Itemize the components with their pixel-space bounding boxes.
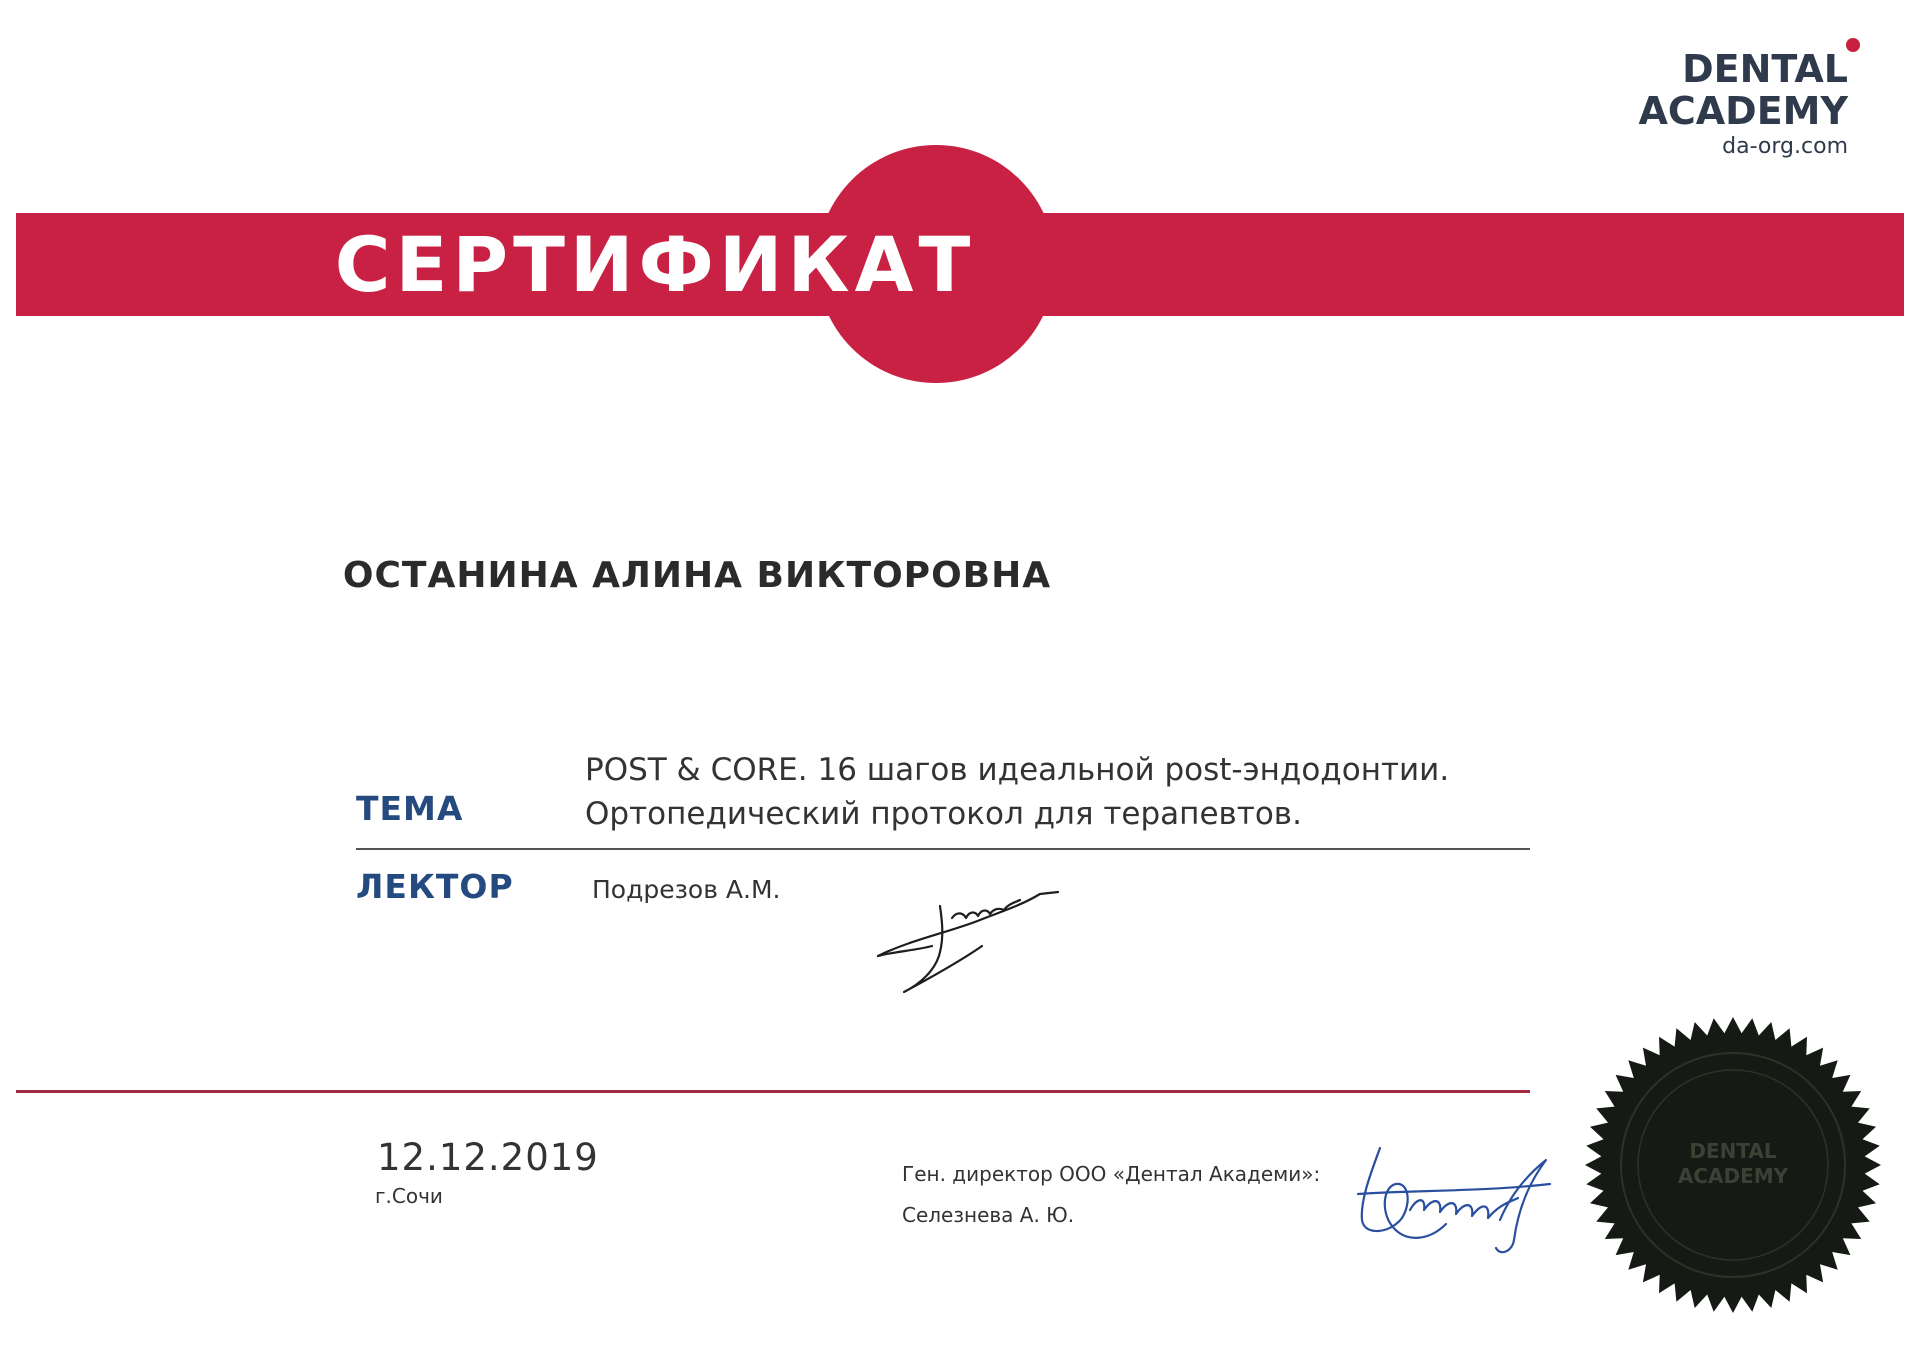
topic-divider <box>356 848 1530 850</box>
certificate-title: СЕРТИФИКАТ <box>334 220 976 309</box>
logo-line-2: ACADEMY <box>1638 89 1848 133</box>
recipient-name: ОСТАНИНА АЛИНА ВИКТОРОВНА <box>342 555 1052 596</box>
lecturer-signature-icon <box>870 880 1070 1000</box>
seal-text-2: ACADEMY <box>1677 1164 1789 1188</box>
topic-line-2: Ортопедический протокол для терапевтов. <box>585 796 1302 832</box>
lecturer-label: ЛЕКТОР <box>356 867 514 906</box>
footer-divider <box>16 1090 1530 1093</box>
director-title: Ген. директор ООО «Дентал Академи»: <box>902 1162 1321 1186</box>
issue-date: 12.12.2019 <box>377 1136 599 1179</box>
topic-line-1: POST & CORE. 16 шагов идеальной post-эндодонтии. <box>585 752 1450 788</box>
company-logo <box>1620 38 1860 168</box>
director-signature-icon <box>1350 1140 1560 1260</box>
company-seal-icon <box>1583 1015 1883 1315</box>
seal-text-1: DENTAL <box>1689 1139 1777 1163</box>
issue-city: г.Сочи <box>375 1184 443 1208</box>
logo-website: da-org.com <box>1722 134 1848 159</box>
director-name: Селезнева А. Ю. <box>902 1203 1075 1227</box>
logo-dot-icon <box>1846 38 1860 52</box>
topic-text <box>585 748 1545 836</box>
lecturer-name: Подрезов А.М. <box>592 875 781 904</box>
topic-label: ТЕМА <box>356 789 464 828</box>
logo-line-1: DENTAL <box>1682 47 1848 91</box>
